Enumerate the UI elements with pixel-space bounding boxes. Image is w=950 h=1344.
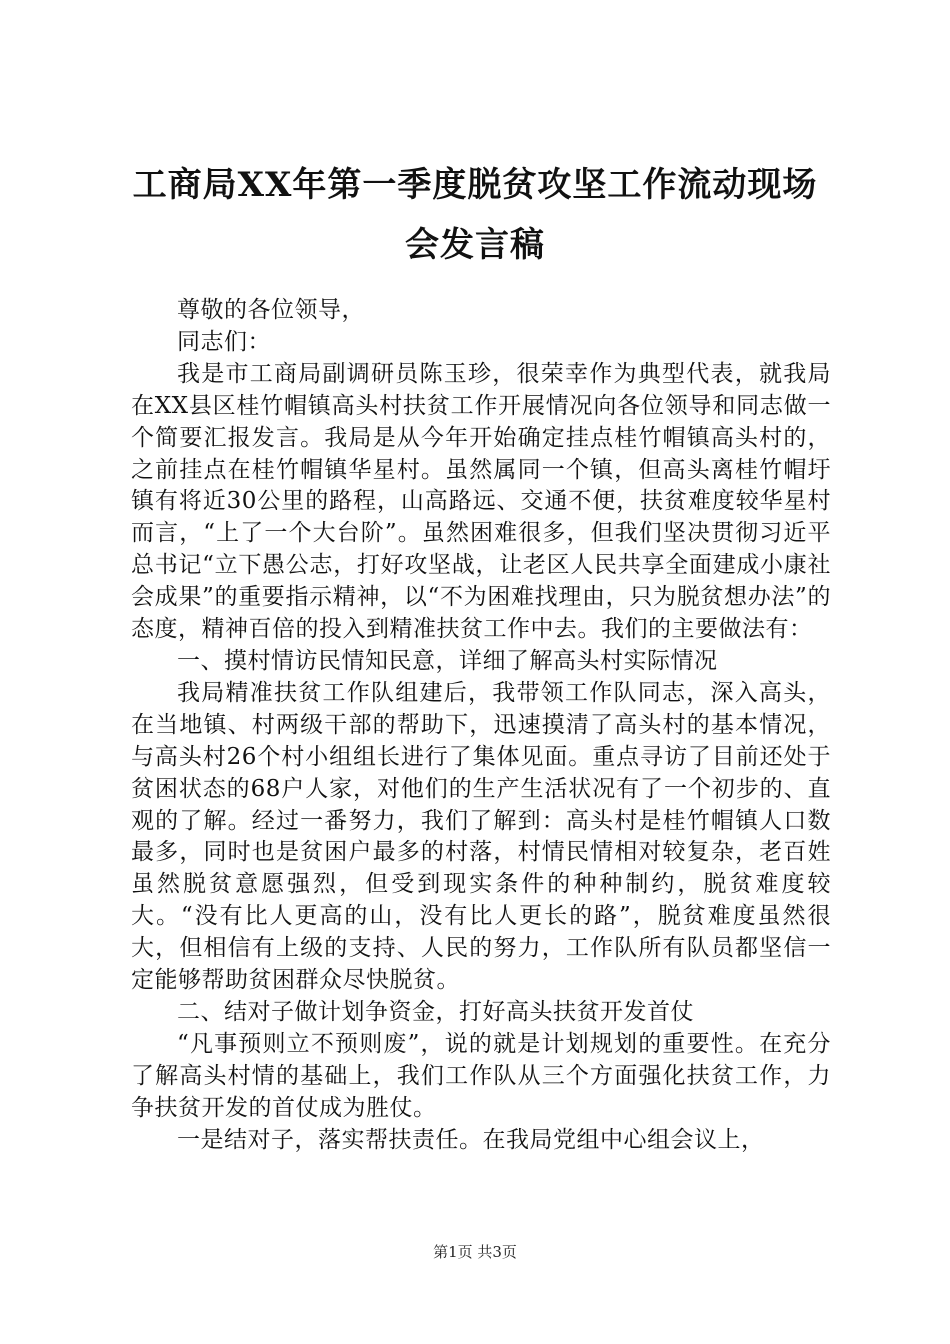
paragraph-pairing: 一是结对子，落实帮扶责任。在我局党组中心组会议上， (177, 1126, 765, 1153)
document-body (131, 295, 831, 1156)
paragraph-section-1: 我局精准扶贫工作队组建后，我带领工作队同志，深入高头，在当地镇、村两级干部的帮助下，迅速摸清了高头村的基本情况，与高头村26个村小组组长进行了集体见面。重点寻访了目前还处于贫困状态的68户人家，对他们的生产生活状况有了一个初步的、直观的了解。经过一番努力，我们了解到：高头村是桂竹帽镇人口数最多，同时也是贫困户最多的村落，村情民情相对较复杂，老百姓虽然脱贫意愿强烈，但受到现实条件的种种制约，脱贫难度较大。“没有比人更高的山，没有比人更长的路”，脱贫难度虽然很大，但相信有上级的支持、人民的努力，工作队所有队员都坚信一定能够帮助贫困群众尽快脱贫。 (131, 679, 831, 994)
paragraph-section-2: “凡事预则立不预则废”，说的就是计划规划的重要性。在充分了解高头村情的基础上，我们工作队从三个方面强化扶贫工作，力争扶贫开发的首仗成为胜仗。 (131, 1030, 831, 1121)
section-heading-2: 二、结对子做计划争资金，打好高头扶贫开发首仗 (177, 998, 694, 1025)
salutation: 尊敬的各位领导， (177, 297, 365, 323)
salutation-comrades: 同志们： (177, 328, 271, 355)
paragraph-intro: 我是市工商局副调研员陈玉珍，很荣幸作为典型代表，就我局在XX县区桂竹帽镇高头村扶贫工作开展情况向各位领导和同志做一个简要汇报发言。我局是从今年开始确定挂点桂竹帽镇高头村的，之前挂点在桂竹帽镇华星村。虽然属同一个镇，但高头离桂竹帽圩镇有将近30公里的路程，山高路远、交通不便，扶贫难度较华星村而言，“上了一个大台阶”。虽然困难很多，但我们坚决贯彻习近平总书记“立下愚公志，打好攻坚战，让老区人民共享全面建成小康社会成果”的重要指示精神，以“不为困难找理由，只为脱贫想办法”的态度，精神百倍的投入到精准扶贫工作中去。我们的主要做法有： (131, 360, 831, 643)
section-heading-1: 一、摸村情访民情知民意，详细了解高头村实际情况 (177, 647, 718, 674)
document-title: 工商局XX年第一季度脱贫攻坚工作流动现场会发言稿 (132, 165, 818, 265)
page-number-footer: 第1页 共3页 (433, 1243, 517, 1261)
